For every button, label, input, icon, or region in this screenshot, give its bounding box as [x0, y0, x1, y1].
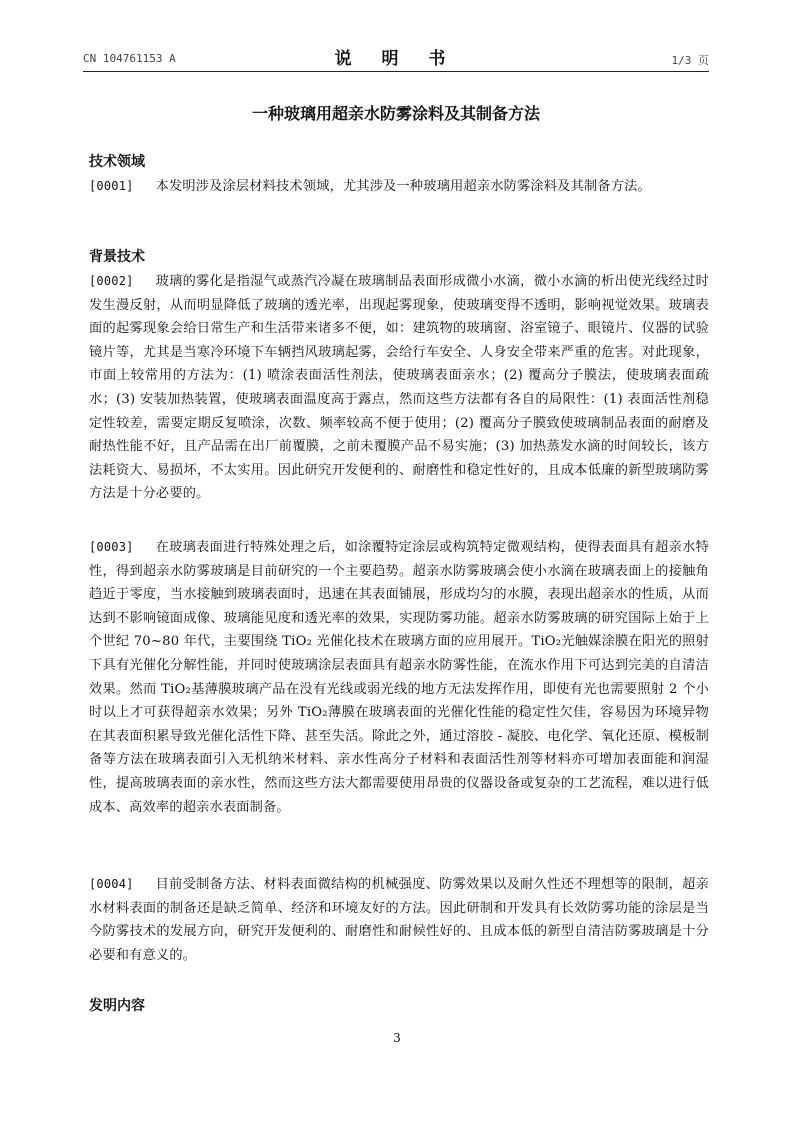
paragraph-number: [0002] [89, 274, 134, 288]
paragraph-text: 本发明涉及涂层材料技术领域，尤其涉及一种玻璃用超亲水防雾涂料及其制备方法。 [155, 179, 651, 194]
section-heading-technical-field: 技术领域 [89, 154, 145, 170]
header-divider [83, 71, 709, 72]
page-info: 1/3 页 [671, 54, 709, 67]
paragraph-number: [0001] [89, 179, 134, 193]
section-heading-invention-content: 发明内容 [89, 998, 145, 1014]
paragraph-0002 [89, 270, 709, 506]
paragraph-0004 [89, 873, 709, 967]
paragraph-text: 在玻璃表面进行特殊处理之后，如涂覆特定涂层或构筑特定微观结构，使得表面具有超亲水特性，得到超亲水防雾玻璃是目前研究的一个主要趋势。超亲水防雾玻璃会使小水滴在玻璃表面上的接触角趋近于零度，当水接触到玻璃表面时，迅速在其表面铺展，形成均匀的水膜，表现出超亲水的性质，从而达到不影响镜面成像、玻璃能见度和透光率的效果，实现防雾功能。超亲水防雾玻璃的研究国际上始于上个世纪 70~80 年代，主要围绕 TiO₂ 光催化技术在玻璃方面的应用展开。TiO₂光触媒涂膜在阳光的照射下具有光催化分解性能，并同时使玻璃涂层表面具有超亲水防雾性能，在流水作用下可达到完美的自清洁效果。然而 TiO₂基薄膜玻璃产品在没有光线或弱光线的地方无法发挥作用，即使有光也需要照射 2 个小时以上才可获得超亲水效果；另外 TiO₂薄膜在玻璃表面的光催化性能的稳定性欠佳，容易因为环境异物在其表面积累导致光催化活性下降、甚至失活。除此之外，通过溶胶 - 凝胶、电化学、氧化还原、模板制备等方法在玻璃表面引入无机纳米材料、亲水性高分子材料和表面活性剂等材料亦可增加表面能和润湿性，提高玻璃表面的亲水性，然而这些方法大都需要使用昂贵的仪器设备或复杂的工艺流程，难以进行低成本、高效率的超亲水表面制备。 [89, 540, 709, 815]
paragraph-0003 [89, 536, 709, 819]
document-title: 一种玻璃用超亲水防雾涂料及其制备方法 [251, 104, 540, 123]
paragraph-text: 目前受制备方法、材料表面微结构的机械强度、防雾效果以及耐久性还不理想等的限制，超亲水材料表面的制备还是缺乏简单、经济和环境友好的方法。因此研制和开发具有长效防雾功能的涂层是当今防雾技术的发展方向，研究开发便利的、耐磨性和耐候性好的、且成本低的新型自清洁防雾玻璃是十分必要和有意义的。 [89, 877, 709, 963]
paragraph-number: [0003] [89, 540, 134, 554]
section-heading-background: 背景技术 [89, 249, 145, 265]
page-number: 3 [393, 1031, 401, 1045]
publication-number: CN 104761153 A [83, 52, 176, 65]
paragraph-number: [0004] [89, 877, 134, 891]
page-header [83, 0, 709, 72]
paragraph-text: 玻璃的雾化是指湿气或蒸汽冷凝在玻璃制品表面形成微小水滴，微小水滴的析出使光线经过时发生漫反射，从而明显降低了玻璃的透光率，出现起雾现象，使玻璃变得不透明，影响视觉效果。玻璃表面的起雾现象会给日常生产和生活带来诸多不便，如：建筑物的玻璃窗、浴室镜子、眼镜片、仪器的试验镜片等，尤其是当寒冷环境下车辆挡风玻璃起雾，会给行车安全、人身安全带来严重的危害。对此现象，市面上较常用的方法为：(1) 喷涂表面活性剂法，使玻璃表面亲水；(2) 覆高分子膜法，使玻璃表面疏水；(3) 安装加热装置，使玻璃表面温度高于露点，然而这些方法都有各自的局限性：(1) 表面活性剂稳定性较差，需要定期反复喷涂，次数、频率较高不便于使用；(2) 覆高分子膜致使玻璃制品表面的耐磨及耐热性能不好，且产品需在出厂前覆膜，之前未覆膜产品不易实施；(3) 加热蒸发水滴的时间较长，该方法耗资大、易损坏，不太实用。因此研究开发便利的、耐磨性和稳定性好的，且成本低廉的新型玻璃防雾方法是十分必要的。 [89, 274, 709, 502]
document-type: 说 明 书 [334, 49, 458, 69]
paragraph-0001 [89, 175, 709, 199]
